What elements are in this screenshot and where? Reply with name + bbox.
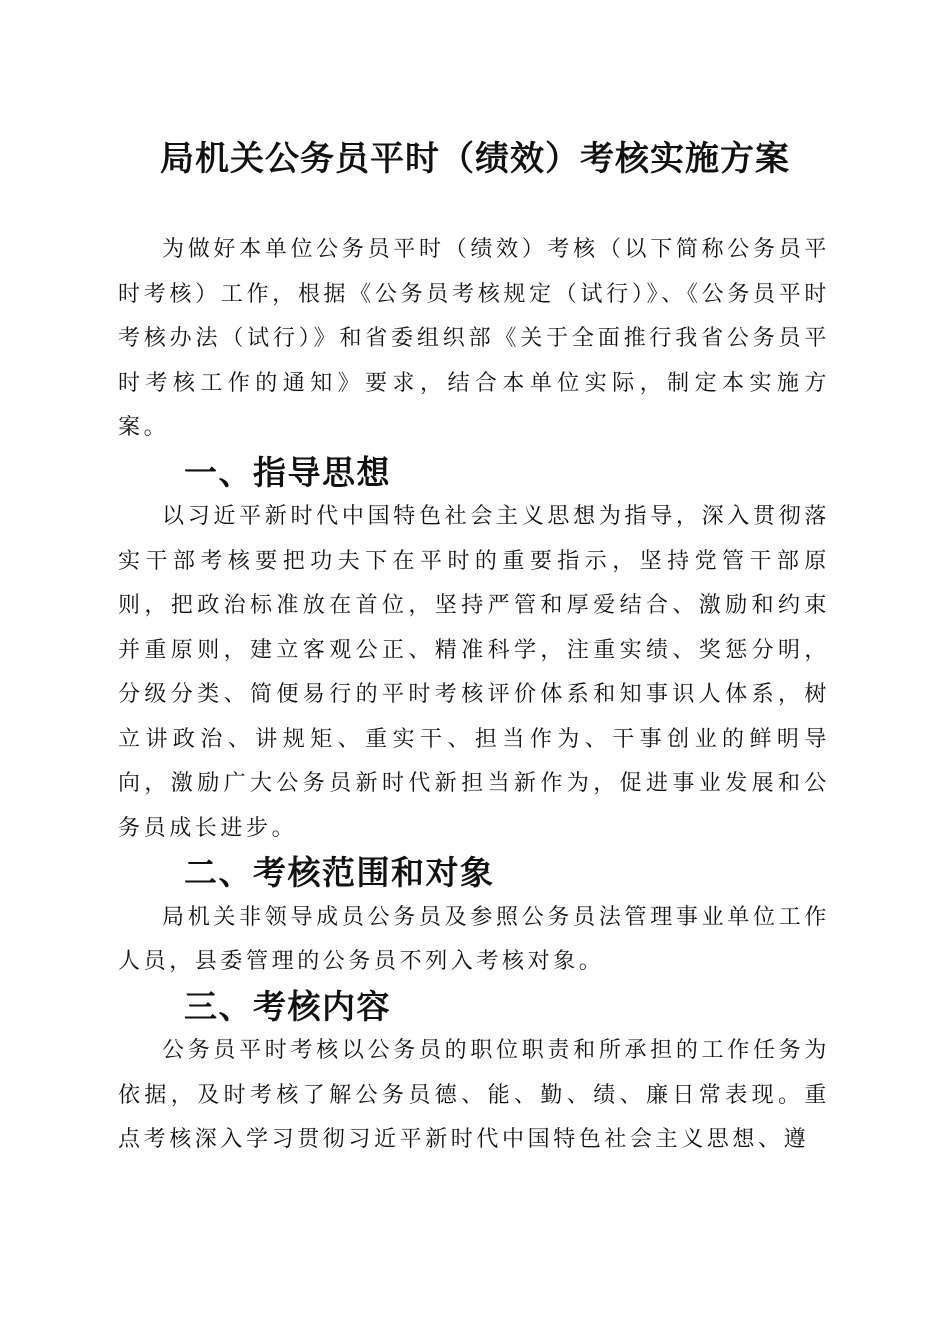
section-heading-guiding-ideology: 一、指导思想	[184, 452, 391, 492]
document-body	[118, 228, 830, 1163]
section-body-scope: 局机关非领导成员公务员及参照公务员法管理事业单位工作人员，县委管理的公务员不列入考核对象。	[118, 904, 830, 974]
document-title: 局机关公务员平时（绩效）考核实施方案	[160, 139, 790, 179]
intro-paragraph: 为做好本单位公务员平时（绩效）考核（以下简称公务员平时考核）工作，根据《公务员考核规定（试行）》、《公务员平时考核办法（试行）》和省委组织部《关于全面推行我省公务员平时考核工作的通知》要求，结合本单位实际，制定本实施方案。	[118, 237, 830, 440]
section-body-guiding-ideology: 以习近平新时代中国特色社会主义思想为指导，深入贯彻落实干部考核要把功夫下在平时的重要指示，坚持党管干部原则，把政治标准放在首位，坚持严管和厚爱结合、激励和约束并重原则，建立客观公正、精准科学，注重实绩、奖惩分明，分级分类、简便易行的平时考核评价体系和知事识人体系，树立讲政治、讲规矩、重实干、担当作为、干事创业的鲜明导向，激励广大公务员新时代新担当新作为，促进事业发展和公务员成长进步。	[118, 504, 830, 841]
section-heading-content: 三、考核内容	[184, 986, 391, 1026]
section-body-content: 公务员平时考核以公务员的职位职责和所承担的工作任务为依据，及时考核了解公务员德、能、勤、绩、廉日常表现。重点考核深入学习贯彻习近平新时代中国特色社会主义思想、遵	[118, 1038, 830, 1152]
section-heading-scope: 二、考核范围和对象	[184, 853, 495, 892]
